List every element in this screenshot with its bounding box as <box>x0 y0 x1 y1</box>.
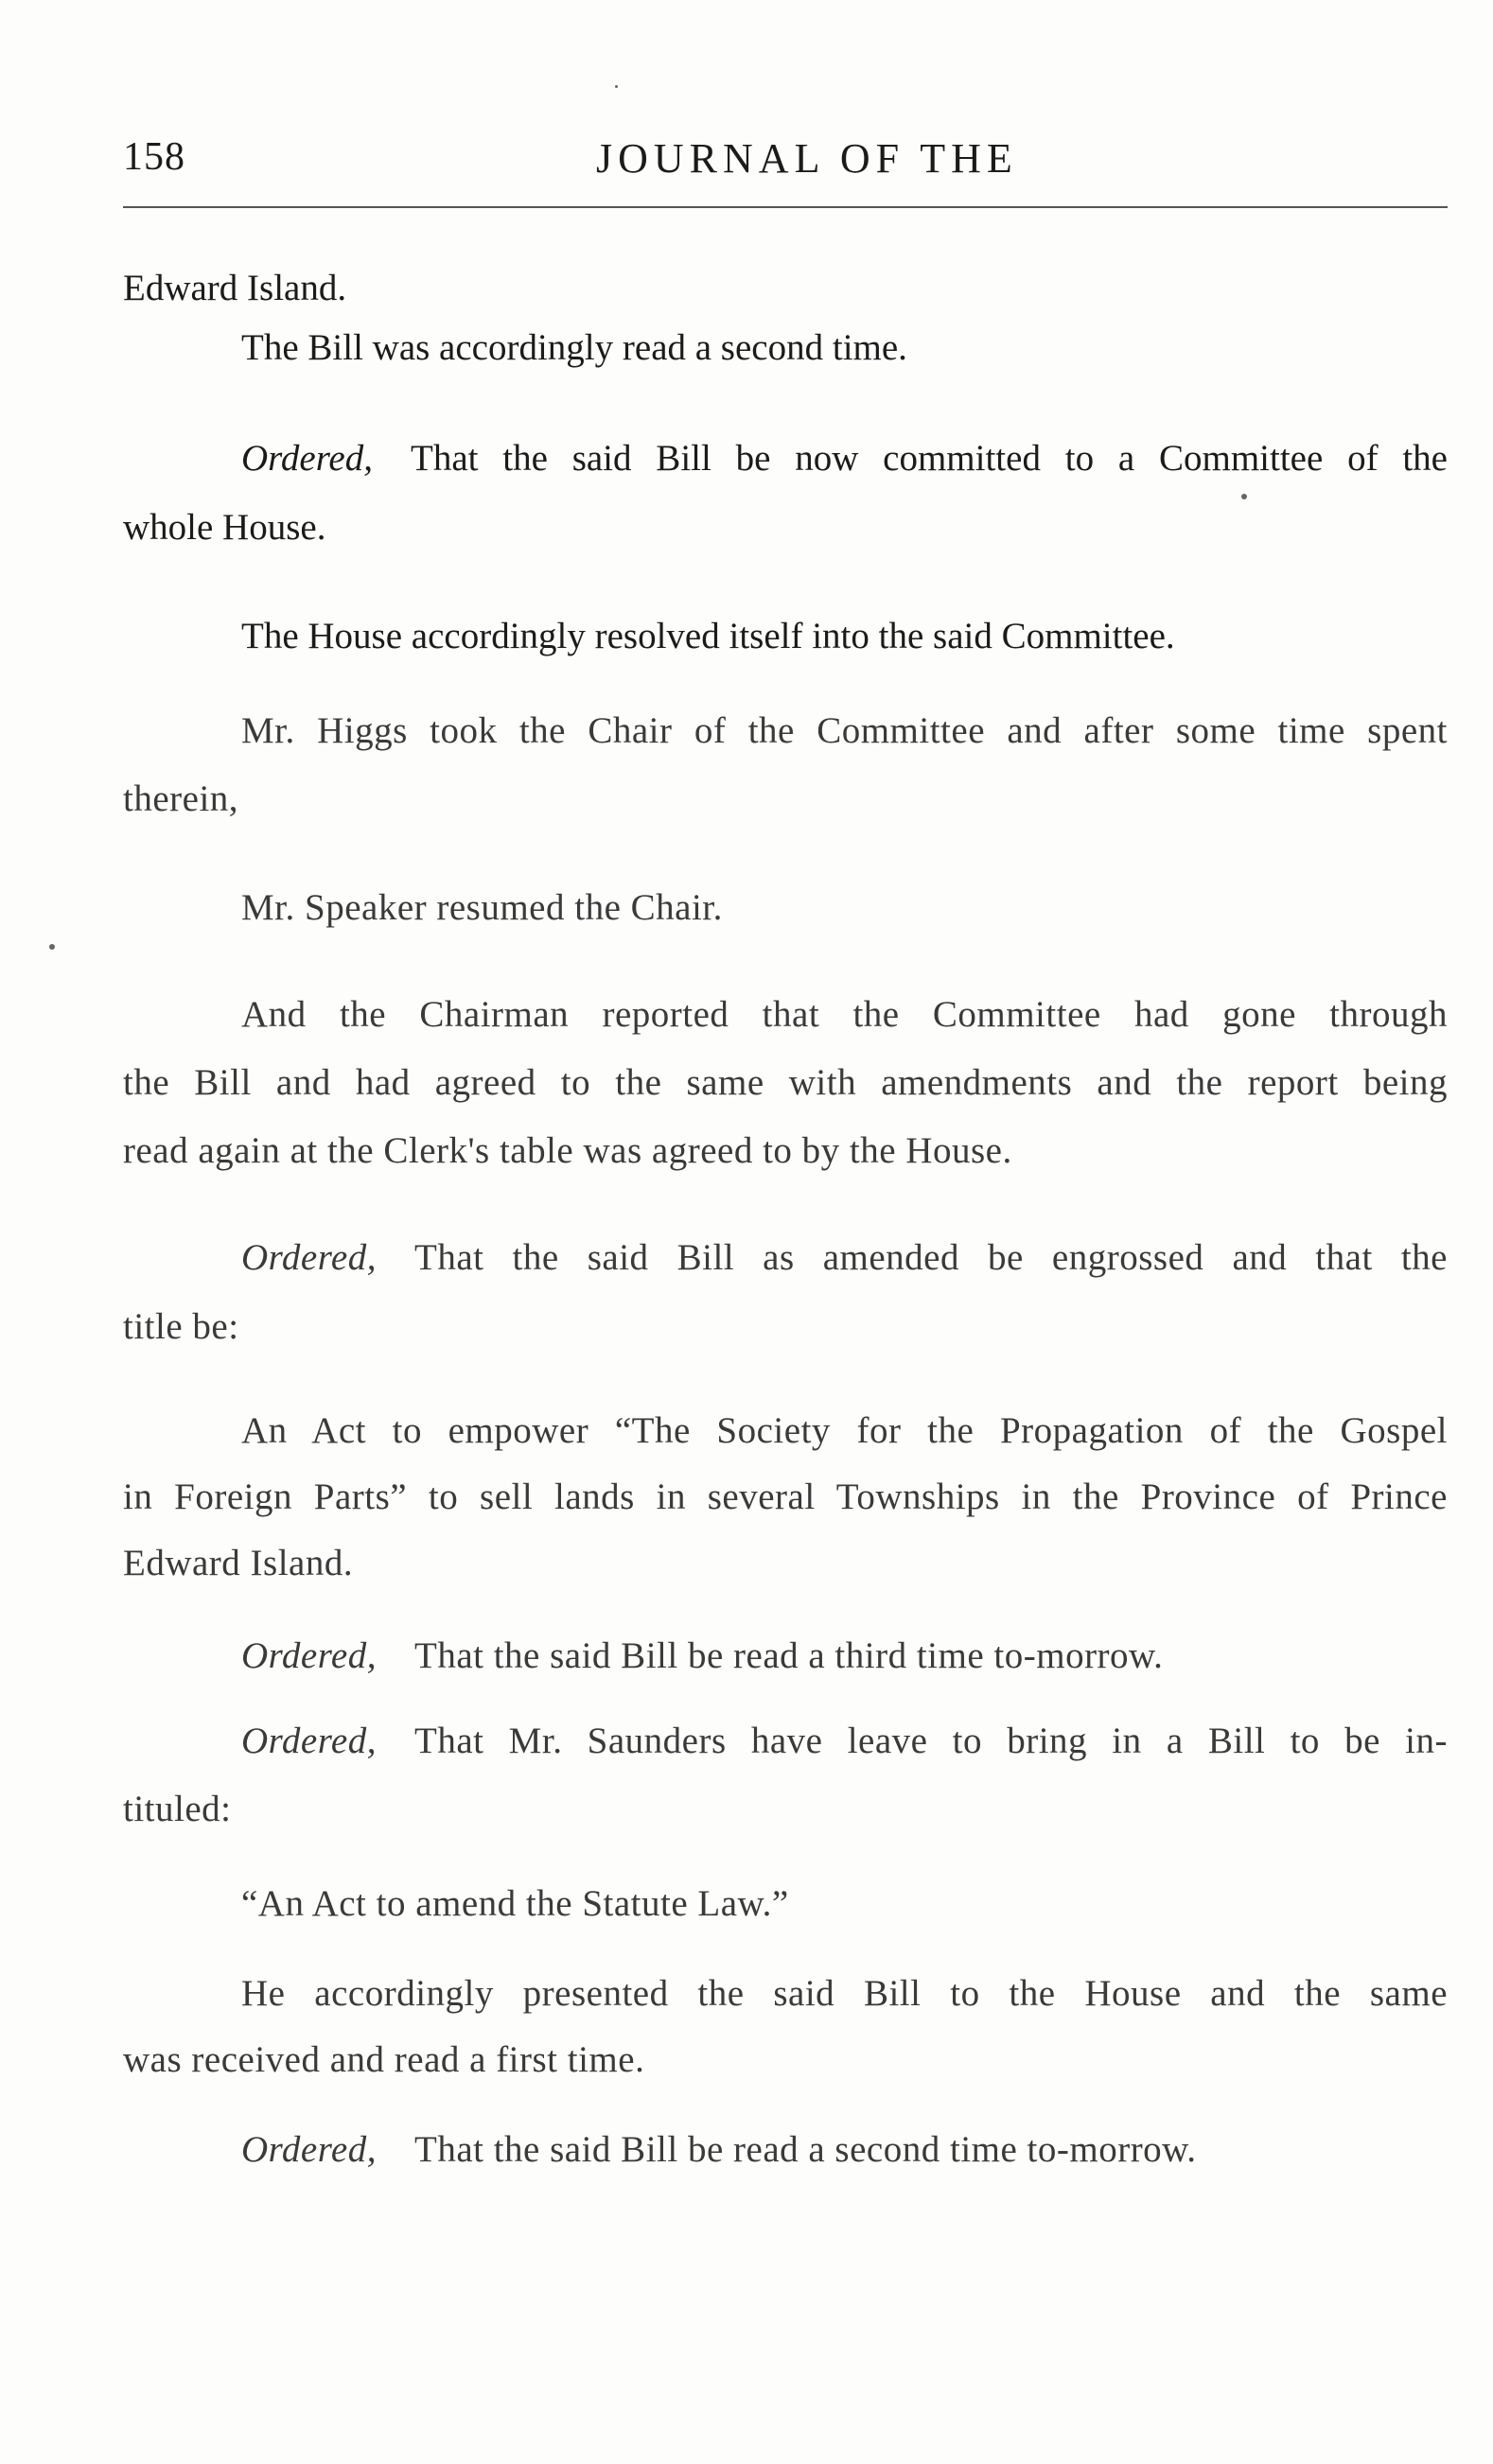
print-speck <box>615 85 618 88</box>
text-line: Mr. Higgs took the Chair of the Committee and after some time spent <box>241 710 1448 751</box>
text-line: in Foreign Parts” to sell lands in several Townships in the Province of Prince <box>123 1477 1448 1517</box>
text-line <box>241 1720 1448 1762</box>
text-line <box>241 437 1448 480</box>
print-speck <box>49 944 55 950</box>
print-speck <box>1241 494 1247 499</box>
text-line: And the Chairman reported that the Committee had gone through <box>241 994 1448 1035</box>
page-number: 158 <box>123 135 185 179</box>
line-text: That the said Bill be read a second time to-morrow. <box>414 2129 1197 2170</box>
text-line: The Bill was accordingly read a second time. <box>241 327 907 368</box>
text-line <box>241 2128 1448 2171</box>
ordered-label: Ordered, <box>241 1721 377 1761</box>
text-line: whole House. <box>123 507 326 548</box>
ordered-label: Ordered, <box>241 1635 377 1676</box>
line-text: That the said Bill be now committed to a Committee of the <box>411 438 1448 479</box>
text-line: the Bill and had agreed to the same with amendments and the report being <box>123 1062 1448 1103</box>
text-line: title be: <box>123 1306 239 1347</box>
line-text: That Mr. Saunders have leave to bring in a Bill to be in- <box>414 1721 1448 1761</box>
text-line: “An Act to amend the Statute Law.” <box>241 1883 789 1924</box>
text-line: therein, <box>123 778 239 819</box>
text-line: Edward Island. <box>123 268 347 308</box>
text-line: was received and read a first time. <box>123 2039 645 2080</box>
text-line: He accordingly presented the said Bill to the House and the same <box>241 1973 1448 2014</box>
text-line: read again at the Clerk's table was agreed to by the House. <box>123 1130 1012 1171</box>
text-line <box>241 1634 1448 1677</box>
line-text: That the said Bill as amended be engrossed and that the <box>414 1237 1448 1278</box>
ordered-label: Ordered, <box>241 1237 377 1278</box>
ordered-label: Ordered, <box>241 438 373 479</box>
text-line <box>241 1236 1448 1279</box>
ordered-label: Ordered, <box>241 2129 377 2170</box>
text-line: An Act to empower “The Society for the Propagation of the Gospel <box>241 1410 1448 1451</box>
text-line: Mr. Speaker resumed the Chair. <box>241 887 723 928</box>
text-line: Edward Island. <box>123 1543 354 1583</box>
text-line: The House accordingly resolved itself into the said Committee. <box>241 616 1175 656</box>
line-text: That the said Bill be read a third time to-morrow. <box>414 1635 1164 1676</box>
text-line: tituled: <box>123 1789 232 1829</box>
running-head: JOURNAL OF THE <box>596 135 1018 182</box>
